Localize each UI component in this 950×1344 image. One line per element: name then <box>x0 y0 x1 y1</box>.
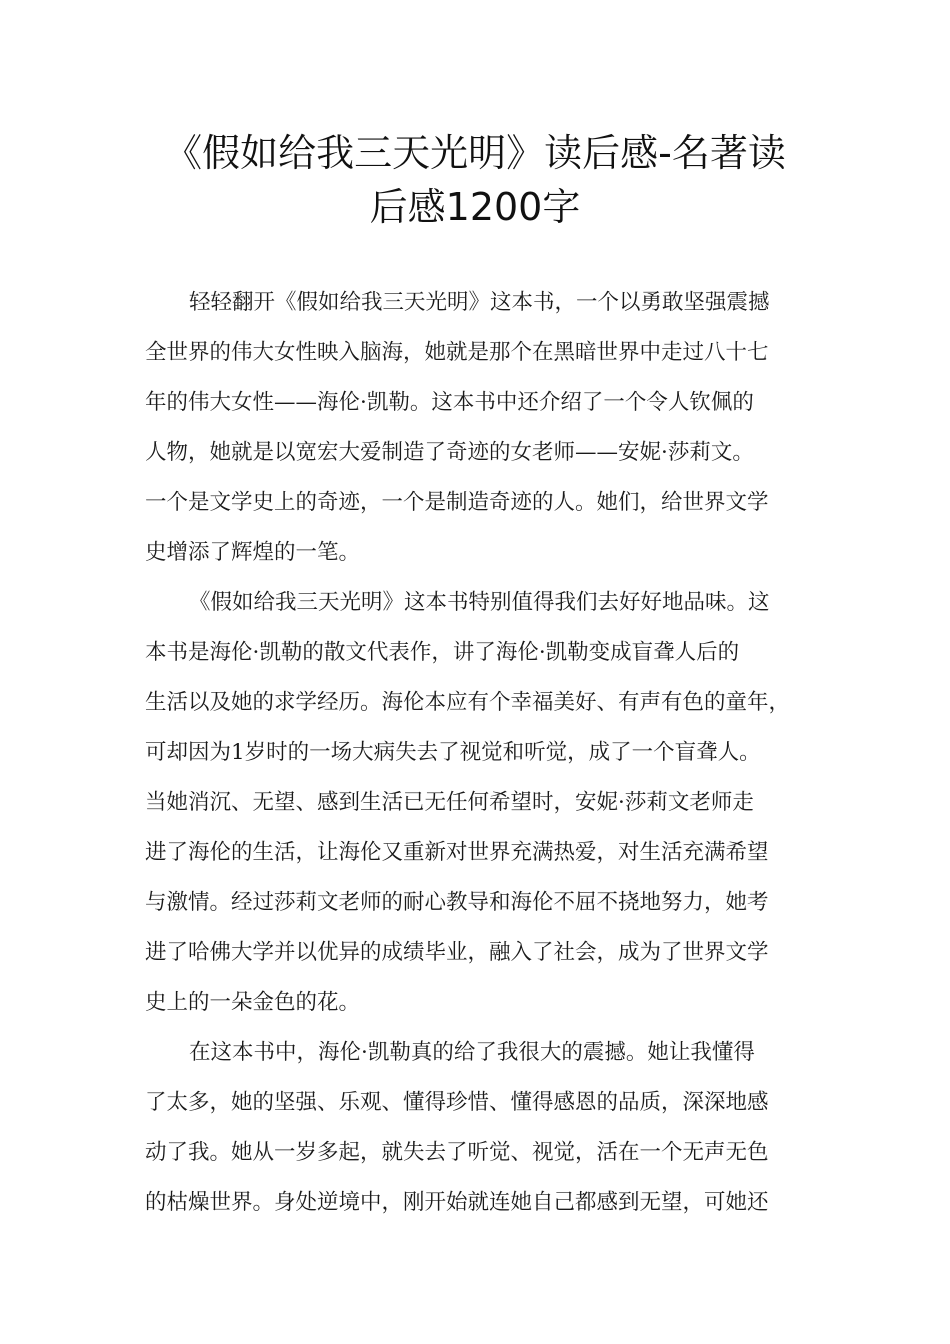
document-body <box>145 278 815 1228</box>
text-line: 进了海伦的生活，让海伦又重新对世界充满热爱，对生活充满希望 <box>145 840 769 865</box>
text-line: 全世界的伟大女性映入脑海，她就是那个在黑暗世界中走过八十七 <box>145 340 769 365</box>
text-line: 可却因为1岁时的一场大病失去了视觉和听觉，成了一个盲聋人。 <box>145 740 761 765</box>
text-line: 史上的一朵金色的花。 <box>145 990 361 1015</box>
text-line: 的枯燥世界。身处逆境中，刚开始就连她自己都感到无望，可她还 <box>145 1190 769 1215</box>
title-line-2: 后感1200字 <box>369 185 581 229</box>
text-line: 了太多，她的坚强、乐观、懂得珍惜、懂得感恩的品质，深深地感 <box>145 1090 769 1115</box>
text-line: 人物，她就是以宽宏大爱制造了奇迹的女老师——安妮·莎莉文。 <box>145 440 754 465</box>
text-line: 《假如给我三天光明》这本书特别值得我们去好好地品味。这 <box>189 590 770 615</box>
title-line-1: 《假如给我三天光明》读后感-名著读 <box>164 131 786 175</box>
text-line: 当她消沉、无望、感到生活已无任何希望时，安妮·莎莉文老师走 <box>145 790 754 815</box>
text-line: 动了我。她从一岁多起，就失去了听觉、视觉，活在一个无声无色 <box>145 1140 769 1165</box>
text-line: 轻轻翻开《假如给我三天光明》这本书，一个以勇敢坚强震撼 <box>189 290 770 315</box>
text-line: 进了哈佛大学并以优异的成绩毕业，融入了社会，成为了世界文学 <box>145 940 769 965</box>
text-line: 一个是文学史上的奇迹，一个是制造奇迹的人。她们，给世界文学 <box>145 490 769 515</box>
text-line: 本书是海伦·凯勒的散文代表作，讲了海伦·凯勒变成盲聋人后的 <box>145 640 740 665</box>
paragraph-3 <box>145 1028 815 1228</box>
text-line: 在这本书中，海伦·凯勒真的给了我很大的震撼。她让我懂得 <box>189 1040 755 1065</box>
paragraph-1 <box>145 278 815 578</box>
text-line: 年的伟大女性——海伦·凯勒。这本书中还介绍了一个令人钦佩的 <box>145 390 754 415</box>
text-line: 史增添了辉煌的一笔。 <box>145 540 361 565</box>
text-line: 生活以及她的求学经历。海伦本应有个幸福美好、有声有色的童年， <box>145 690 791 715</box>
document-title <box>130 126 820 234</box>
text-line: 与激情。经过莎莉文老师的耐心教导和海伦不屈不挠地努力，她考 <box>145 890 769 915</box>
paragraph-2 <box>145 578 815 1028</box>
